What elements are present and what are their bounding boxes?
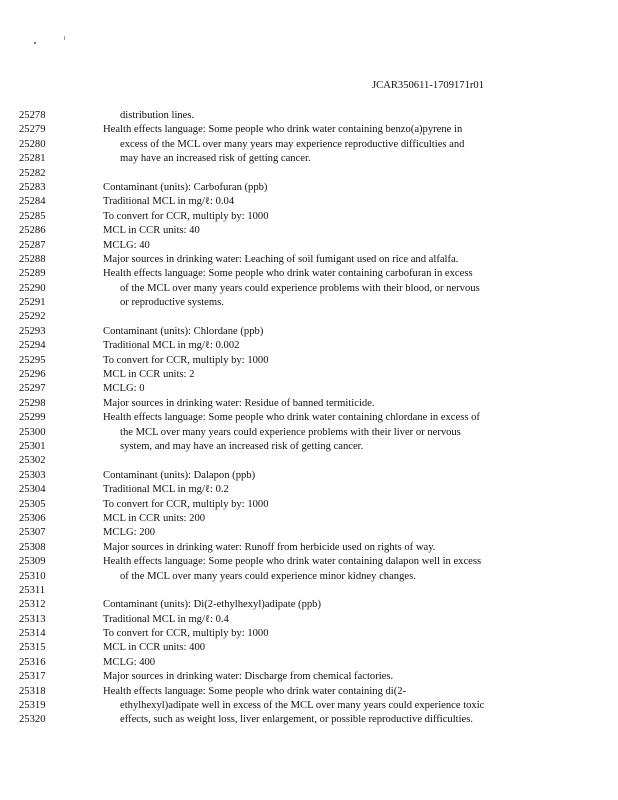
line-text: Traditional MCL in mg/ℓ: 0.2 [103,484,229,496]
line-number: 25289 [19,268,46,280]
document-id-header: JCAR350611-1709171r01 [372,80,485,91]
line-number: 25297 [19,383,46,395]
line-text: excess of the MCL over many years may experience reproductive difficulties and [120,138,465,150]
text-line [0,498,618,512]
line-number: 25284 [19,196,46,208]
line-number: 25283 [19,181,46,193]
text-line [0,123,618,137]
line-text: MCL in CCR units: 40 [103,225,200,237]
text-line [0,397,618,411]
text-line [0,224,618,238]
line-number: 25314 [19,628,46,640]
line-number: 25299 [19,412,46,424]
line-text: of the MCL over many years could experience problems with their blood, or nervous [120,282,480,294]
scan-speck [64,36,65,40]
line-text: Contaminant (units): Di(2-ethylhexyl)adipate (ppb) [103,599,321,611]
line-text: Health effects language: Some people who drink water containing chlordane in excess of [103,412,480,424]
line-number: 25301 [19,440,46,452]
text-line [0,570,618,584]
line-text: distribution lines. [120,110,195,121]
text-line [0,440,618,454]
line-number: 25279 [19,124,46,136]
line-text: MCL in CCR units: 2 [103,369,195,381]
line-text: MCLG: 40 [103,239,150,251]
line-number: 25286 [19,225,46,237]
line-text: Contaminant (units): Dalapon (ppb) [103,469,256,481]
line-text: effects, such as weight loss, liver enlargement, or possible reproductive difficulties. [120,714,474,726]
line-text: Traditional MCL in mg/ℓ: 0.002 [103,340,240,352]
line-number: 25315 [19,642,46,654]
line-number: 25304 [19,484,46,496]
text-line [0,512,618,526]
text-line [0,138,618,152]
line-text: Contaminant (units): Carbofuran (ppb) [103,181,268,193]
line-number: 25285 [19,210,46,222]
line-text: may have an increased risk of getting cancer. [120,153,311,165]
text-line [0,411,618,425]
line-text: MCLG: 0 [103,383,145,395]
line-number: 25288 [19,253,46,265]
text-line [0,239,618,253]
line-text: To convert for CCR, multiply by: 1000 [103,628,269,640]
line-number: 25316 [19,656,46,668]
line-text: Contaminant (units): Chlordane (ppb) [103,325,264,337]
line-number: 25303 [19,469,46,481]
text-line [0,598,618,612]
text-line [0,368,618,382]
line-text: Major sources in drinking water: Runoff from herbicide used on rights of way. [103,541,436,553]
line-number: 25309 [19,556,46,568]
text-line [0,454,618,468]
line-text: Health effects language: Some people who drink water containing benzo(a)pyrene in [103,124,463,136]
line-number: 25302 [19,455,46,467]
line-number: 25300 [19,426,46,438]
line-number: 25313 [19,613,46,625]
line-number: 25293 [19,325,46,337]
line-number: 25319 [19,700,46,712]
text-line [0,253,618,267]
line-text: Traditional MCL in mg/ℓ: 0.04 [103,196,235,208]
text-line [0,656,618,670]
line-text: Health effects language: Some people who drink water containing di(2- [103,685,407,697]
line-number: 25311 [19,584,46,596]
line-number: 25278 [19,110,46,121]
line-number: 25305 [19,498,46,510]
text-line [0,555,618,569]
text-line [0,339,618,353]
line-number: 25296 [19,369,46,381]
line-number: 25312 [19,599,46,611]
text-line [0,613,618,627]
line-number: 25280 [19,138,46,150]
line-number: 25308 [19,541,46,553]
text-line [0,282,618,296]
text-line [0,685,618,699]
line-number: 25294 [19,340,46,352]
text-line [0,541,618,555]
text-line [0,195,618,209]
line-text: To convert for CCR, multiply by: 1000 [103,498,269,510]
text-line [0,483,618,497]
line-number: 25291 [19,297,46,309]
line-text: system, and may have an increased risk of getting cancer. [120,440,364,452]
line-text: Major sources in drinking water: Leaching of soil fumigant used on rice and alfalfa. [103,253,459,265]
line-number: 25287 [19,239,46,251]
line-number: 25281 [19,153,46,165]
text-line [0,713,618,727]
text-line [0,670,618,684]
numbered-text-body [0,109,618,728]
line-text: MCLG: 400 [103,656,156,668]
text-line [0,382,618,396]
line-number: 25295 [19,354,46,366]
line-number: 25298 [19,397,46,409]
text-line [0,426,618,440]
text-line [0,109,618,123]
line-number: 25290 [19,282,46,294]
line-text: or reproductive systems. [120,297,224,309]
line-text: MCL in CCR units: 200 [103,512,206,524]
line-number: 25318 [19,685,46,697]
text-line [0,296,618,310]
text-line [0,267,618,281]
text-line [0,152,618,166]
scan-speck [34,42,36,44]
line-number: 25282 [19,167,46,179]
line-text: Major sources in drinking water: Residue of banned termiticide. [103,397,375,409]
line-text: ethylhexyl)adipate well in excess of the MCL over many years could experience toxic [120,700,485,712]
line-text: Major sources in drinking water: Discharge from chemical factories. [103,671,394,683]
line-number: 25317 [19,671,46,683]
line-number: 25292 [19,311,46,323]
line-text: To convert for CCR, multiply by: 1000 [103,354,269,366]
line-text: MCL in CCR units: 400 [103,642,206,654]
line-number: 25306 [19,512,46,524]
line-text: To convert for CCR, multiply by: 1000 [103,210,269,222]
text-line [0,469,618,483]
line-number: 25307 [19,527,46,539]
text-line [0,627,618,641]
line-number: 25310 [19,570,46,582]
text-line [0,325,618,339]
line-text: MCLG: 200 [103,527,156,539]
line-text: Traditional MCL in mg/ℓ: 0.4 [103,613,229,625]
text-line [0,167,618,181]
line-text: Health effects language: Some people who drink water containing carbofuran in excess [103,268,473,280]
text-line [0,210,618,224]
text-line [0,699,618,713]
text-line [0,641,618,655]
text-line [0,354,618,368]
text-line [0,584,618,598]
text-line [0,310,618,324]
text-line [0,181,618,195]
line-text: of the MCL over many years could experience minor kidney changes. [120,570,416,582]
line-number: 25320 [19,714,46,726]
line-text: the MCL over many years could experience problems with their liver or nervous [120,426,461,438]
text-line [0,526,618,540]
line-text: Health effects language: Some people who drink water containing dalapon well in excess [103,556,482,568]
